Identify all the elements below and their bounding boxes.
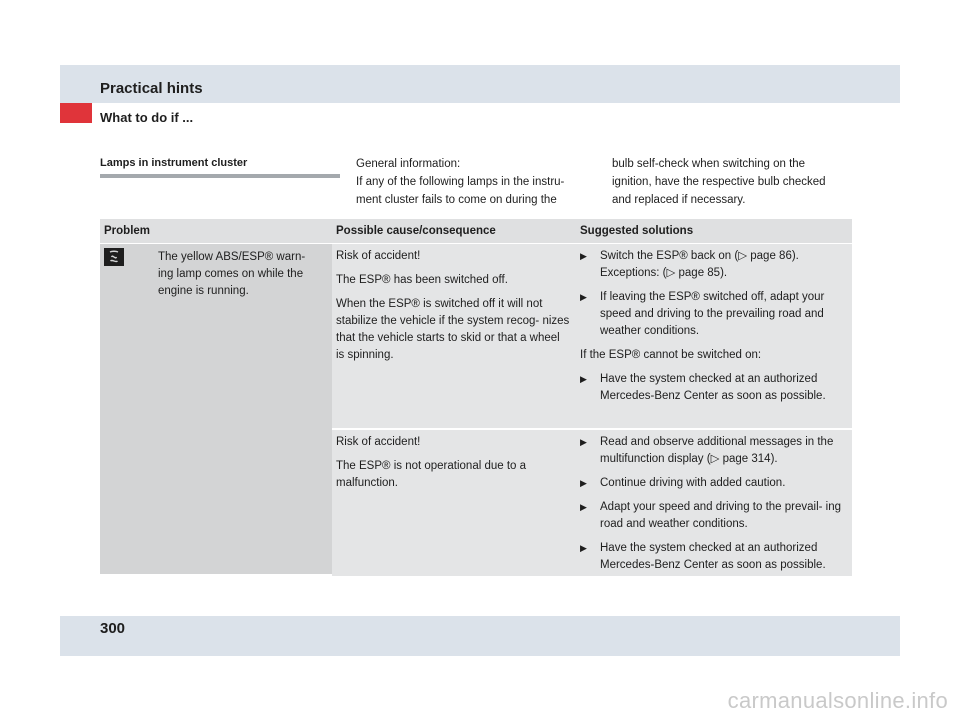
section-title: Practical hints xyxy=(100,80,203,97)
sub-title: What to do if ... xyxy=(100,110,194,125)
bullet-icon: ▶ xyxy=(580,292,587,302)
heading-rule xyxy=(100,174,340,178)
problem-text xyxy=(158,248,328,574)
solution-text: Adapt your speed and driving to the prevail- ing road and weather conditions. xyxy=(600,501,842,530)
cause-cell xyxy=(332,430,576,576)
table-header xyxy=(100,219,852,243)
solution-item xyxy=(580,499,848,533)
solution-cell xyxy=(576,244,852,428)
section-marker xyxy=(60,103,92,123)
intro-line: ment cluster fails to come on during the xyxy=(356,194,557,206)
intro-line: and replaced if necessary. xyxy=(612,194,746,206)
footer-band xyxy=(60,616,900,656)
solution-text: Have the system checked at an authorized Mercedes-Benz Center as soon as possible. xyxy=(600,373,826,402)
intro-line: ignition, have the respective bulb checked xyxy=(612,176,826,188)
problem-line: engine is running. xyxy=(158,285,249,297)
intro-line: If any of the following lamps in the instru- xyxy=(356,176,565,188)
header-solution: Suggested solutions xyxy=(580,225,694,237)
solution-item xyxy=(580,540,848,574)
solution-item xyxy=(580,289,848,340)
solution-text: Read and observe additional messages in the multifunction display (▷ page 314). xyxy=(600,436,834,465)
lamps-heading: Lamps in instrument cluster xyxy=(100,157,248,169)
solution-text: Have the system checked at an authorized Mercedes-Benz Center as soon as possible. xyxy=(600,542,826,571)
page-number: 300 xyxy=(100,620,126,637)
header-problem: Problem xyxy=(104,225,151,237)
solution-text: If leaving the ESP® switched off, adapt your speed and driving to the prevailing road and weather conditions. xyxy=(600,291,825,337)
header-cause: Possible cause/consequence xyxy=(336,225,496,237)
cause-text: The ESP® has been switched off. xyxy=(336,274,508,286)
intro-line: bulb self-check when switching on the xyxy=(612,158,806,170)
intro-column-1 xyxy=(356,155,596,209)
solution-item xyxy=(580,248,848,282)
bullet-icon: ▶ xyxy=(580,478,587,488)
solution-item xyxy=(580,434,848,468)
esp-warning-icon xyxy=(100,248,158,574)
solution-item xyxy=(580,475,848,492)
bullet-icon: ▶ xyxy=(580,374,587,384)
bullet-icon: ▶ xyxy=(580,543,587,553)
intro-line: General information: xyxy=(356,158,461,170)
cause-text: When the ESP® is switched off it will not stabilize the vehicle if the system recog- nizes that the vehicle starts to skid or that a wheel is spinning. xyxy=(336,298,570,361)
intro-column-2 xyxy=(612,155,852,209)
solution-note: If the ESP® cannot be switched on: xyxy=(580,349,762,361)
bullet-icon: ▶ xyxy=(580,437,587,447)
table-row xyxy=(332,243,852,428)
bullet-icon: ▶ xyxy=(580,502,587,512)
problem-line: The yellow ABS/ESP® warn- xyxy=(158,251,306,263)
lamps-table xyxy=(100,219,852,576)
problem-cell xyxy=(100,243,332,574)
bullet-icon: ▶ xyxy=(580,251,587,261)
cause-text: The ESP® is not operational due to a malfunction. xyxy=(336,460,527,489)
solution-cell xyxy=(576,430,852,576)
solution-text: Switch the ESP® back on (▷ page 86). Exceptions: (▷ page 85). xyxy=(600,250,799,279)
watermark: carmanualsonline.info xyxy=(727,688,948,713)
solution-text: Continue driving with added caution. xyxy=(600,477,786,489)
cause-text: Risk of accident! xyxy=(336,436,421,448)
cause-text: Risk of accident! xyxy=(336,250,421,262)
cause-solution-area xyxy=(332,243,852,576)
solution-item xyxy=(580,371,848,405)
table-row xyxy=(332,428,852,576)
cause-cell xyxy=(332,244,576,428)
problem-line: ing lamp comes on while the xyxy=(158,268,304,280)
table-body xyxy=(100,243,852,576)
